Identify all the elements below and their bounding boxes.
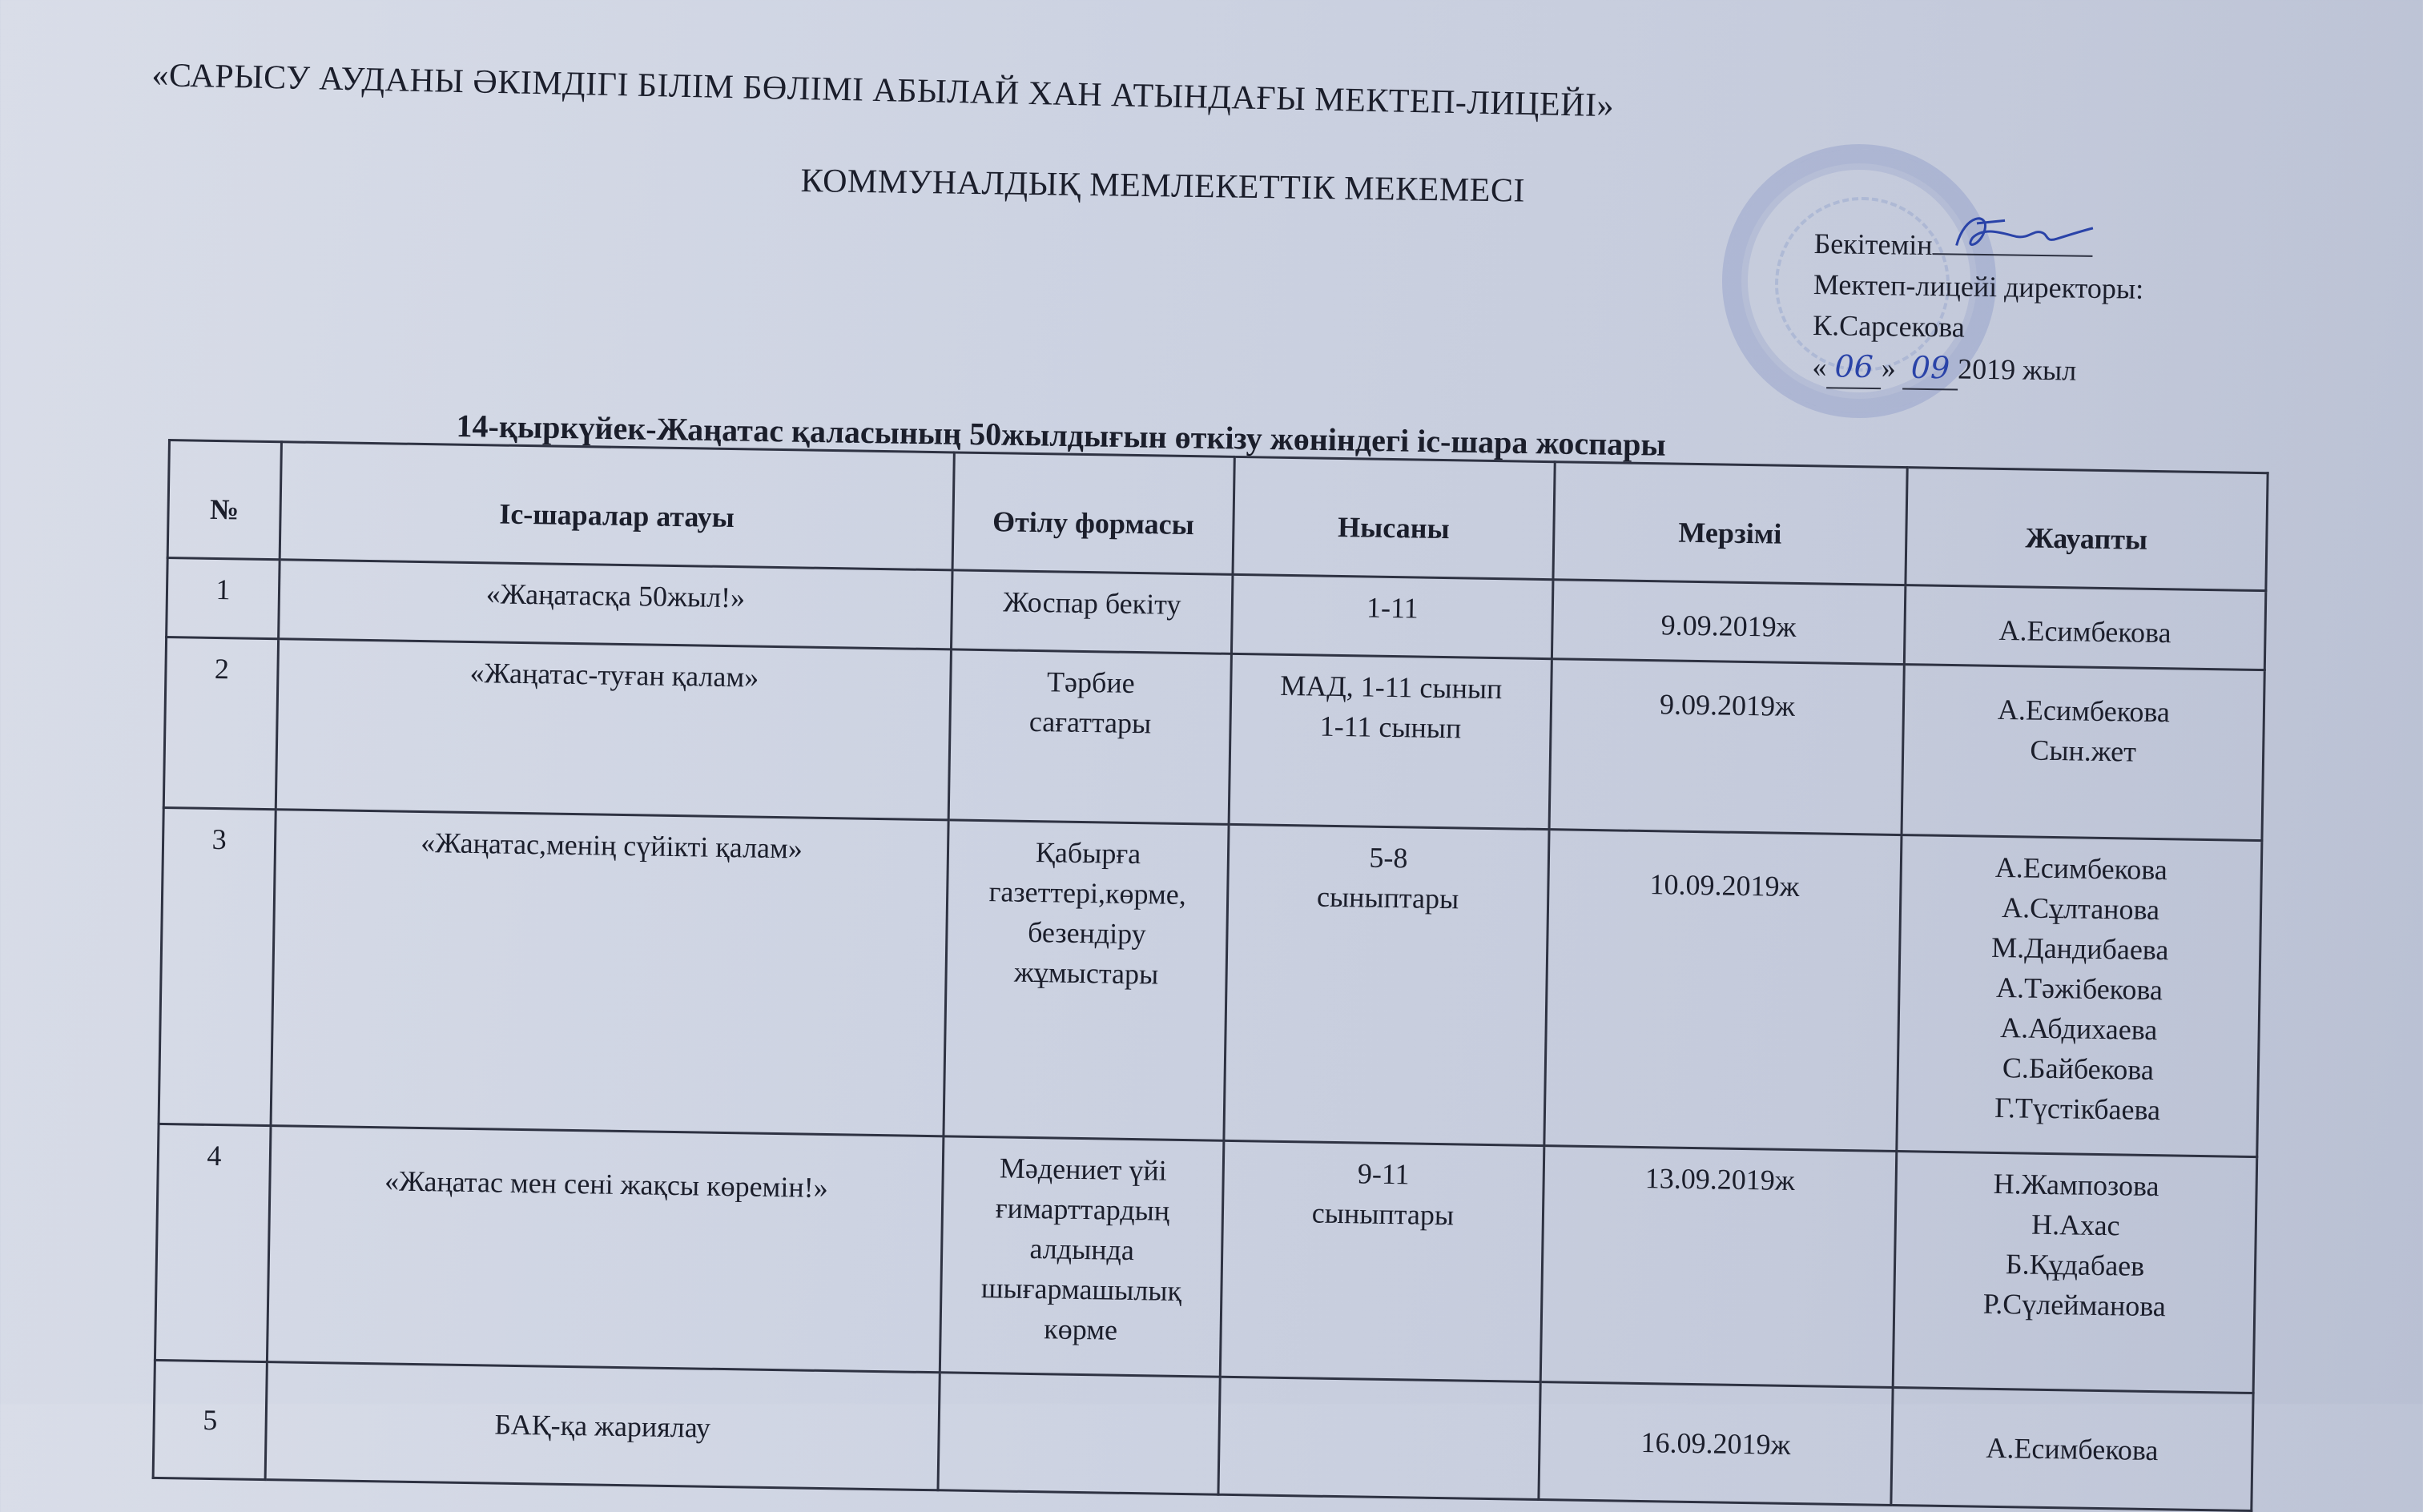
target-line: 1-11 сынып <box>1319 710 1462 745</box>
header-target: Нысаны <box>1233 456 1555 579</box>
row-number: 1 <box>167 558 280 639</box>
target-line: сыныптары <box>1311 1196 1455 1232</box>
event-form <box>944 820 1229 1140</box>
target-line: 5-8 <box>1369 841 1408 875</box>
header-event-name: Іс-шаралар атауы <box>280 442 954 570</box>
event-date: 16.09.2019ж <box>1539 1382 1893 1506</box>
organization-name-line2: КОММУНАЛДЫҚ МЕМЛЕКЕТТІК МЕКЕМЕСІ <box>800 162 1526 210</box>
event-name: «Жаңатас,менің сүйікті қалам» <box>271 810 948 1136</box>
event-target <box>1220 1140 1544 1381</box>
row-number: 2 <box>163 637 278 809</box>
form-line: жұмыстары <box>1013 955 1159 991</box>
approval-label-row <box>1813 223 2144 269</box>
responsible-person: А.Тәжібекова <box>1995 971 2163 1007</box>
event-name: «Жаңатас-туған қалам» <box>276 639 951 820</box>
row-number: 4 <box>155 1124 271 1361</box>
form-line: Тәрбие <box>1046 666 1135 699</box>
date-year: 2019 жыл <box>1957 352 2077 387</box>
approval-director-name: К.Сарсекова <box>1812 308 1966 344</box>
target-line: сыныптары <box>1316 880 1459 915</box>
responsible-person: Сын.жет <box>2030 734 2137 768</box>
table-row <box>163 637 2264 840</box>
event-target <box>1218 1377 1540 1499</box>
event-form <box>938 1373 1220 1494</box>
date-day: 06 <box>1826 346 1882 389</box>
date-close-quote: » <box>1881 352 1897 384</box>
event-target <box>1229 653 1552 829</box>
form-line: Мәдениет үйі <box>999 1152 1168 1187</box>
event-responsible <box>1897 835 2262 1157</box>
approval-date <box>1812 346 2143 393</box>
responsible-person: С.Байбекова <box>2002 1052 2155 1087</box>
responsible-person: Н.Ахас <box>2031 1208 2120 1242</box>
form-line: сағаттары <box>1028 705 1152 740</box>
event-date: 13.09.2019ж <box>1540 1146 1897 1388</box>
event-responsible <box>1902 665 2264 841</box>
event-form <box>951 570 1233 653</box>
responsible-person: Н.Жампозова <box>1993 1167 2159 1203</box>
table-row <box>159 807 2262 1156</box>
responsible-person: А.Сұлтанова <box>2001 891 2160 927</box>
form-line: безендіру <box>1027 915 1147 951</box>
event-date: 9.09.2019ж <box>1552 580 1906 665</box>
header-responsible: Жауапты <box>1906 468 2268 591</box>
form-line: алдында <box>1029 1233 1135 1267</box>
approval-position: Мектеп-лицейі директоры: <box>1813 267 2144 305</box>
form-line: көрме <box>1044 1313 1118 1346</box>
event-responsible <box>1904 585 2265 670</box>
header-date: Мерзімі <box>1553 462 1907 585</box>
form-line: Қабырға <box>1035 836 1141 871</box>
plan-title: 14-қыркүйек-Жаңатас қаласының 50жылдығын өткізу жөніндегі іс-шара жоспары <box>456 407 1667 463</box>
event-name: «Жаңатас мен сені жақсы көремін!» <box>267 1126 944 1373</box>
row-number: 5 <box>153 1360 267 1479</box>
event-date: 10.09.2019ж <box>1544 830 1902 1152</box>
form-line: газеттері,көрме, <box>988 875 1187 911</box>
table-row <box>155 1124 2256 1393</box>
responsible-person: А.Абдихаева <box>1999 1011 2158 1047</box>
form-line: ғимарттардың <box>995 1192 1170 1227</box>
event-responsible <box>1893 1152 2257 1393</box>
responsible-person: Р.Сүлейманова <box>1982 1287 2167 1323</box>
responsible-person: Г.Түстікбаева <box>1994 1091 2161 1127</box>
event-form <box>940 1136 1224 1377</box>
target-line: 9-11 <box>1357 1157 1410 1191</box>
date-month: 09 <box>1902 348 1958 391</box>
responsible-person: Б.Құдабаев <box>2005 1248 2145 1282</box>
responsible-person: А.Есимбекова <box>1994 850 2168 887</box>
event-target <box>1231 574 1553 658</box>
director-signature <box>1940 205 2101 263</box>
target-line: МАД, 1-11 сынып <box>1279 669 1503 706</box>
event-responsible: А.Есимбекова <box>1891 1387 2253 1510</box>
header-form: Өтілу формасы <box>952 452 1234 574</box>
plan-table-wrapper <box>152 439 2267 1512</box>
form-line: шығармашылық <box>980 1272 1182 1307</box>
organization-name-line1: «САРЫСУ АУДАНЫ ӘКІМДІГІ БІЛІМ БӨЛІМІ АБЫЛАЙ ХАН АТЫНДАҒЫ МЕКТЕП-ЛИЦЕЙІ» <box>151 56 1615 125</box>
signature-line <box>1932 224 2093 257</box>
header-number: № <box>167 440 281 560</box>
event-form <box>948 649 1231 824</box>
responsible-person: А.Есимбекова <box>1997 693 2171 729</box>
responsible-person: А.Есимбекова <box>1998 613 2171 649</box>
target-line: 1-11 <box>1366 591 1419 625</box>
approval-label: Бекітемін <box>1813 227 1933 262</box>
event-date: 9.09.2019ж <box>1549 659 1904 835</box>
event-name: БАҚ-қа жариялау <box>265 1362 940 1490</box>
plan-table <box>152 439 2269 1512</box>
approval-block <box>1812 223 2144 393</box>
event-name: «Жаңатасқа 50жыл!» <box>279 560 952 649</box>
responsible-person: М.Дандибаева <box>1990 931 2169 967</box>
date-open-quote: « <box>1812 350 1827 384</box>
form-line: Жоспар бекіту <box>1003 585 1181 621</box>
row-number: 3 <box>159 807 276 1125</box>
event-target <box>1224 824 1549 1145</box>
